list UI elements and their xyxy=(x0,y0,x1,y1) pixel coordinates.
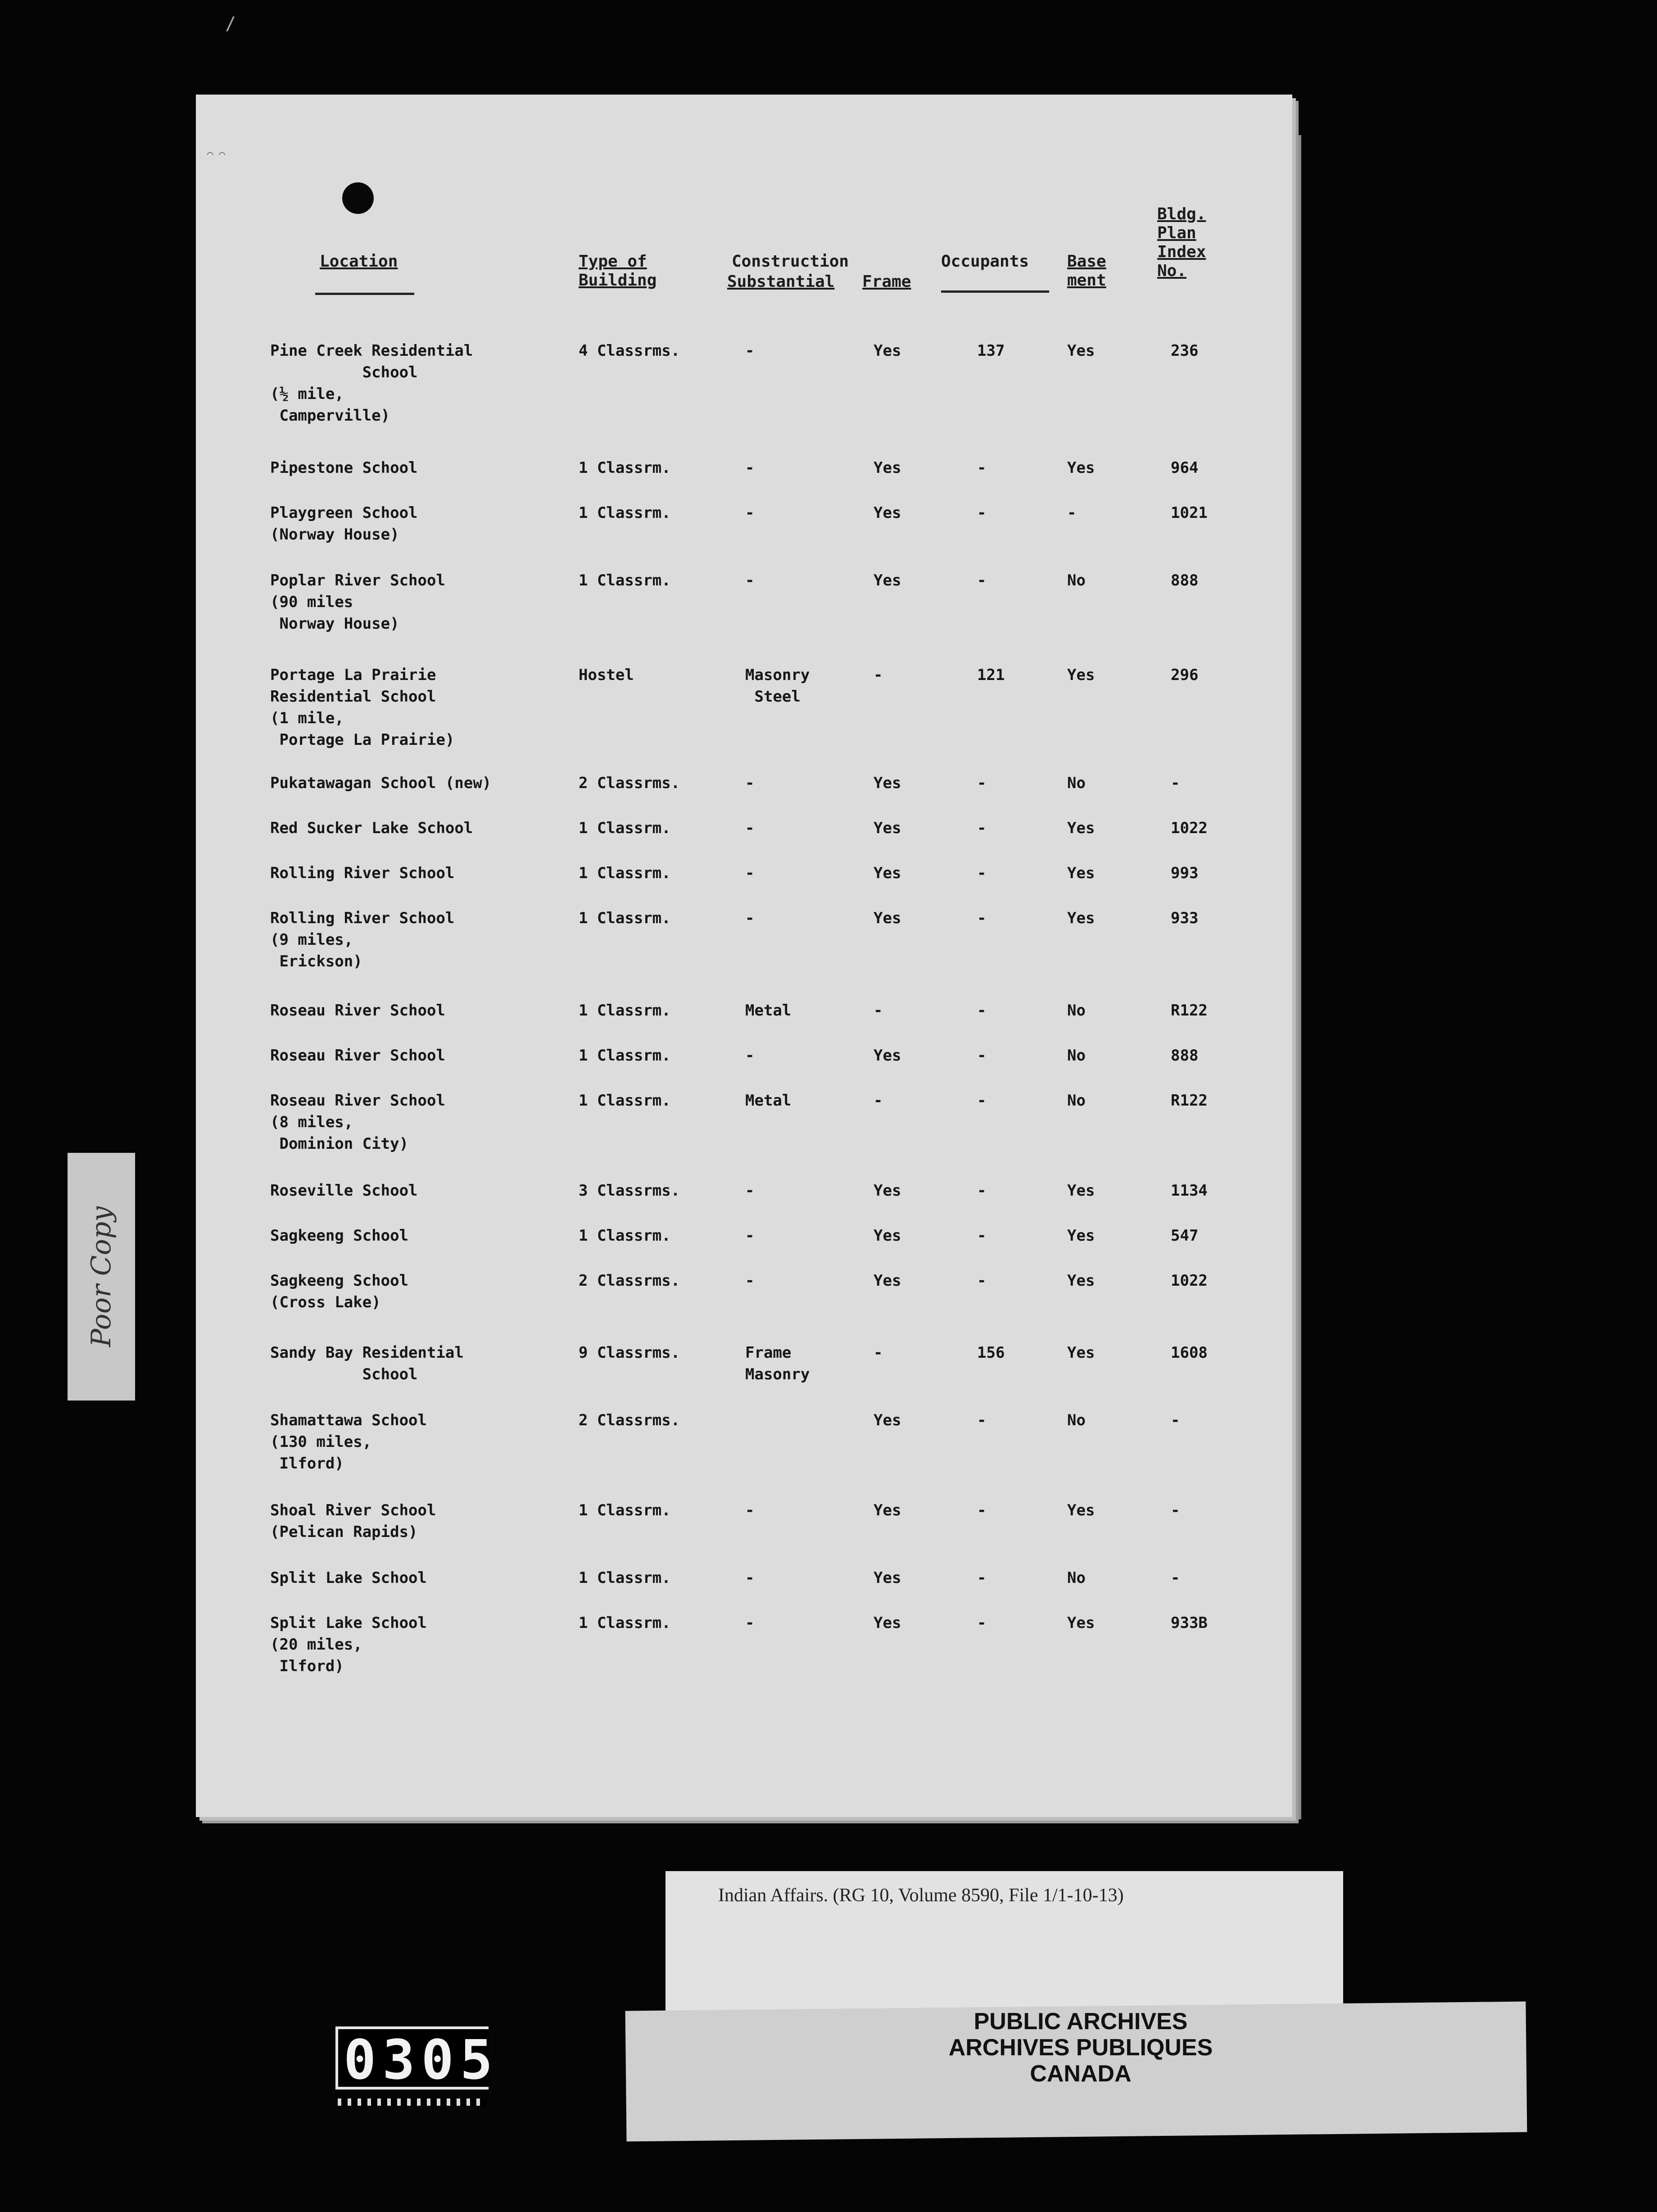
cell-frame: Yes xyxy=(874,1227,901,1245)
cell-plan-index: 1022 xyxy=(1171,819,1208,837)
cell-plan-index: - xyxy=(1171,1569,1180,1587)
cell-building-type: 1 Classrm. xyxy=(579,571,671,589)
cell-location: Roseville School xyxy=(270,1182,418,1200)
cell-plan-index: - xyxy=(1171,774,1180,792)
cell-occupants: - xyxy=(977,819,987,837)
cell-basement: Yes xyxy=(1067,1501,1095,1519)
cell-location: Rolling River School xyxy=(270,864,455,882)
cell-occupants: - xyxy=(977,1501,987,1519)
cell-plan-index: 933B xyxy=(1171,1614,1208,1632)
cell-plan-index: 888 xyxy=(1171,1047,1199,1065)
cell-basement: No xyxy=(1067,1411,1086,1429)
cell-location: Sagkeeng School xyxy=(270,1227,409,1245)
header-location-rule xyxy=(315,293,414,295)
page-stack-edge xyxy=(1292,135,1301,1819)
archives-stamp-text xyxy=(878,2008,1283,2087)
cell-frame: - xyxy=(874,1344,883,1362)
cell-basement: Yes xyxy=(1067,819,1095,837)
cell-building-type: 9 Classrms. xyxy=(579,1344,680,1362)
frame-counter: 0305 xyxy=(335,2026,489,2090)
cell-plan-index: 933 xyxy=(1171,909,1199,927)
cell-building-type: Hostel xyxy=(579,666,634,684)
cell-building-type: 1 Classrm. xyxy=(579,1501,671,1519)
cell-building-type: 1 Classrm. xyxy=(579,1227,671,1245)
cell-location: Roseau River School xyxy=(270,1002,445,1020)
cell-substantial: - xyxy=(745,459,755,477)
cell-plan-index: R122 xyxy=(1171,1002,1208,1020)
cell-location: Sagkeeng School (Cross Lake) xyxy=(270,1272,409,1311)
cell-frame: Yes xyxy=(874,1182,901,1200)
cell-basement: No xyxy=(1067,571,1086,589)
cell-occupants: - xyxy=(977,1272,987,1290)
cell-location: Rolling River School (9 miles, Erickson) xyxy=(270,909,455,970)
cell-frame: Yes xyxy=(874,774,901,792)
cell-substantial: - xyxy=(745,774,755,792)
cell-frame: Yes xyxy=(874,1614,901,1632)
cell-location: Red Sucker Lake School xyxy=(270,819,473,837)
cell-substantial: Metal xyxy=(745,1002,792,1020)
cell-plan-index: R122 xyxy=(1171,1092,1208,1110)
cell-building-type: 1 Classrm. xyxy=(579,1569,671,1587)
cell-occupants: - xyxy=(977,1411,987,1429)
frame-counter-ticks xyxy=(338,2099,486,2106)
cell-basement: No xyxy=(1067,1002,1086,1020)
header-frame: Frame xyxy=(862,272,911,291)
page-corner-smudge: ⌒ ⌒ xyxy=(207,149,225,160)
cell-location: Playgreen School (Norway House) xyxy=(270,504,418,544)
cell-basement: - xyxy=(1067,504,1077,522)
header-type-of-building: Type of Building xyxy=(579,252,657,290)
cell-basement: Yes xyxy=(1067,864,1095,882)
cell-occupants: - xyxy=(977,571,987,589)
punch-hole xyxy=(342,182,374,214)
cell-substantial: - xyxy=(745,342,755,360)
stamp-line-3: CANADA xyxy=(1030,2061,1132,2087)
cell-substantial: - xyxy=(745,1614,755,1632)
cell-plan-index: 236 xyxy=(1171,342,1199,360)
cell-substantial: - xyxy=(745,1272,755,1290)
cell-building-type: 1 Classrm. xyxy=(579,1002,671,1020)
cell-plan-index: 888 xyxy=(1171,571,1199,589)
cell-building-type: 3 Classrms. xyxy=(579,1182,680,1200)
cell-basement: No xyxy=(1067,1092,1086,1110)
cell-basement: No xyxy=(1067,1569,1086,1587)
header-bldg-plan-index: Bldg. Plan Index No. xyxy=(1157,205,1206,280)
cell-occupants: - xyxy=(977,909,987,927)
cell-frame: Yes xyxy=(874,864,901,882)
cell-occupants: - xyxy=(977,774,987,792)
cell-basement: Yes xyxy=(1067,1344,1095,1362)
cell-occupants: - xyxy=(977,1614,987,1632)
cell-frame: Yes xyxy=(874,1569,901,1587)
cell-substantial: - xyxy=(745,1047,755,1065)
cell-location: Roseau River School (8 miles, Dominion City) xyxy=(270,1092,445,1153)
cell-occupants: - xyxy=(977,1002,987,1020)
cell-location: Portage La Prairie Residential School (1 mile, Portage La Prairie) xyxy=(270,666,455,749)
cell-building-type: 1 Classrm. xyxy=(579,1092,671,1110)
cell-location: Pukatawagan School (new) xyxy=(270,774,492,792)
cell-substantial: - xyxy=(745,571,755,589)
header-basement: Base ment xyxy=(1067,252,1106,290)
stamp-line-1: PUBLIC ARCHIVES xyxy=(973,2008,1188,2035)
cell-location: Split Lake School (20 miles, Ilford) xyxy=(270,1614,427,1675)
header-occupants: Occupants xyxy=(941,252,1029,271)
cell-frame: Yes xyxy=(874,1501,901,1519)
cell-building-type: 2 Classrms. xyxy=(579,1272,680,1290)
cell-substantial: - xyxy=(745,1501,755,1519)
header-substantial: Substantial xyxy=(727,272,835,291)
cell-plan-index: 1608 xyxy=(1171,1344,1208,1362)
cell-frame: Yes xyxy=(874,504,901,522)
cell-frame: Yes xyxy=(874,1411,901,1429)
cell-basement: Yes xyxy=(1067,666,1095,684)
cell-substantial: - xyxy=(745,504,755,522)
cell-substantial: - xyxy=(745,819,755,837)
corner-mark: / xyxy=(225,14,236,34)
cell-substantial: - xyxy=(745,1569,755,1587)
cell-plan-index: 1021 xyxy=(1171,504,1208,522)
cell-occupants: 137 xyxy=(977,342,1005,360)
cell-basement: Yes xyxy=(1067,342,1095,360)
poor-copy-text: Poor Copy xyxy=(86,1206,117,1347)
cell-plan-index: 547 xyxy=(1171,1227,1199,1245)
cell-building-type: 1 Classrm. xyxy=(579,864,671,882)
cell-frame: Yes xyxy=(874,1047,901,1065)
cell-building-type: 1 Classrm. xyxy=(579,819,671,837)
cell-occupants: - xyxy=(977,1569,987,1587)
cell-basement: Yes xyxy=(1067,1272,1095,1290)
cell-plan-index: 993 xyxy=(1171,864,1199,882)
cell-substantial: Frame Masonry xyxy=(745,1344,810,1383)
cell-location: Pine Creek Residential School (½ mile, Camperville) xyxy=(270,342,473,425)
cell-building-type: 1 Classrm. xyxy=(579,1614,671,1632)
cell-building-type: 1 Classrm. xyxy=(579,504,671,522)
cell-occupants: - xyxy=(977,459,987,477)
cell-occupants: - xyxy=(977,1227,987,1245)
cell-occupants: - xyxy=(977,504,987,522)
cell-plan-index: 1134 xyxy=(1171,1182,1208,1200)
cell-building-type: 1 Classrm. xyxy=(579,1047,671,1065)
cell-plan-index: 964 xyxy=(1171,459,1199,477)
cell-building-type: 1 Classrm. xyxy=(579,909,671,927)
cell-frame: Yes xyxy=(874,909,901,927)
cell-occupants: - xyxy=(977,1182,987,1200)
cell-basement: Yes xyxy=(1067,459,1095,477)
cell-frame: - xyxy=(874,1002,883,1020)
cell-building-type: 2 Classrms. xyxy=(579,1411,680,1429)
cell-frame: - xyxy=(874,666,883,684)
cell-location: Poplar River School (90 miles Norway House) xyxy=(270,571,445,633)
cell-substantial: - xyxy=(745,1227,755,1245)
cell-basement: Yes xyxy=(1067,1182,1095,1200)
cell-basement: Yes xyxy=(1067,1227,1095,1245)
cell-frame: Yes xyxy=(874,342,901,360)
cell-plan-index: - xyxy=(1171,1501,1180,1519)
cell-frame: Yes xyxy=(874,819,901,837)
cell-plan-index: - xyxy=(1171,1411,1180,1429)
cell-location: Split Lake School xyxy=(270,1569,427,1587)
cell-basement: No xyxy=(1067,774,1086,792)
header-construction: Construction xyxy=(732,252,849,271)
cell-occupants: - xyxy=(977,1047,987,1065)
cell-plan-index: 296 xyxy=(1171,666,1199,684)
cell-location: Sandy Bay Residential School xyxy=(270,1344,464,1383)
cell-building-type: 2 Classrms. xyxy=(579,774,680,792)
cell-location: Roseau River School xyxy=(270,1047,445,1065)
cell-plan-index: 1022 xyxy=(1171,1272,1208,1290)
cell-occupants: 121 xyxy=(977,666,1005,684)
cell-basement: Yes xyxy=(1067,909,1095,927)
cell-occupants: - xyxy=(977,864,987,882)
cell-location: Pipestone School xyxy=(270,459,418,477)
cell-substantial: - xyxy=(745,864,755,882)
cell-substantial: - xyxy=(745,909,755,927)
cell-building-type: 4 Classrms. xyxy=(579,342,680,360)
cell-substantial: Masonry Steel xyxy=(745,666,810,706)
header-occupants-rule xyxy=(941,290,1049,293)
cell-frame: Yes xyxy=(874,459,901,477)
cell-occupants: 156 xyxy=(977,1344,1005,1362)
cell-frame: Yes xyxy=(874,1272,901,1290)
archive-reference-text: Indian Affairs. (RG 10, Volume 8590, File 1/1-10-13) xyxy=(718,1885,1124,1906)
cell-frame: - xyxy=(874,1092,883,1110)
header-location: Location xyxy=(320,252,398,271)
cell-occupants: - xyxy=(977,1092,987,1110)
cell-frame: Yes xyxy=(874,571,901,589)
cell-substantial: - xyxy=(745,1182,755,1200)
cell-basement: Yes xyxy=(1067,1614,1095,1632)
cell-basement: No xyxy=(1067,1047,1086,1065)
cell-location: Shoal River School (Pelican Rapids) xyxy=(270,1501,436,1541)
cell-substantial: Metal xyxy=(745,1092,792,1110)
stamp-line-2: ARCHIVES PUBLIQUES xyxy=(948,2035,1213,2061)
cell-location: Shamattawa School (130 miles, Ilford) xyxy=(270,1411,427,1473)
cell-building-type: 1 Classrm. xyxy=(579,459,671,477)
